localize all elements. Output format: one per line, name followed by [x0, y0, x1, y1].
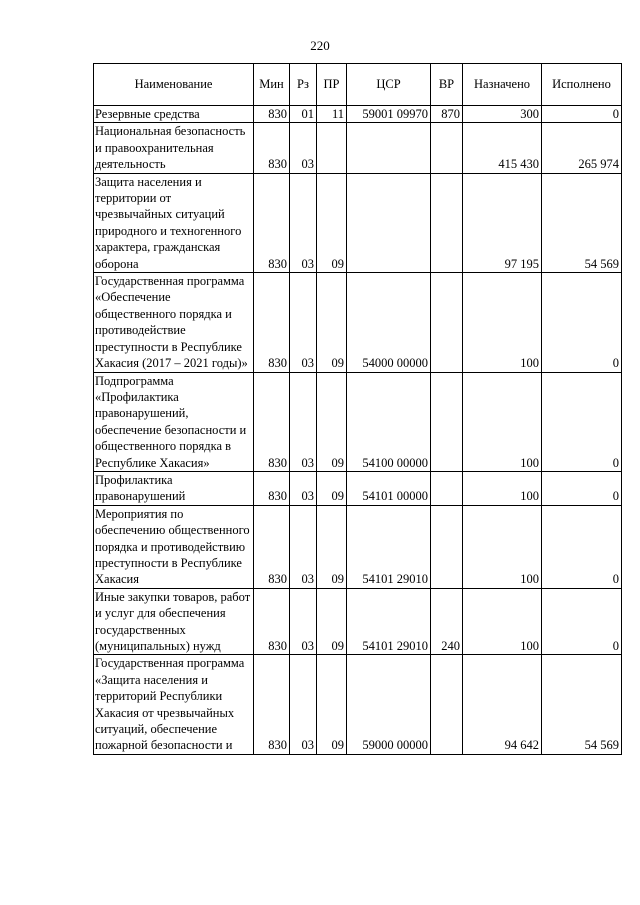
cell-name: Национальная безопасность и правоохранительная деятельность: [94, 123, 254, 173]
cell-vr: 240: [431, 588, 463, 655]
cell-rz: 03: [290, 372, 317, 471]
cell-name: Резервные средства: [94, 106, 254, 123]
cell-executed: 0: [542, 106, 622, 123]
cell-pr: 09: [317, 372, 347, 471]
cell-rz: 03: [290, 273, 317, 372]
cell-min: 830: [254, 372, 290, 471]
cell-executed: 54 569: [542, 655, 622, 754]
table-row: [94, 655, 622, 754]
cell-executed: 0: [542, 471, 622, 505]
cell-csr: 59001 09970: [347, 106, 431, 123]
page-number: 220: [310, 38, 330, 53]
cell-assigned: 415 430: [463, 123, 542, 173]
cell-pr: 09: [317, 588, 347, 655]
cell-vr: [431, 471, 463, 505]
table-header-row: [94, 64, 622, 106]
budget-table: [93, 63, 622, 755]
header-min: Мин: [254, 64, 290, 106]
cell-assigned: 94 642: [463, 655, 542, 754]
cell-rz: 01: [290, 106, 317, 123]
cell-executed: 0: [542, 372, 622, 471]
table-row: [94, 106, 622, 123]
header-assigned: Назначено: [463, 64, 542, 106]
cell-csr: 54101 29010: [347, 588, 431, 655]
cell-rz: 03: [290, 173, 317, 272]
cell-name: Подпрограмма «Профилактика правонарушений, обеспечение безопасности и общественного порядка в Республике Хакасия»: [94, 372, 254, 471]
cell-name: Иные закупки товаров, работ и услуг для обеспечения государственных (муниципальных) нужд: [94, 588, 254, 655]
cell-vr: [431, 173, 463, 272]
cell-assigned: 100: [463, 273, 542, 372]
cell-rz: 03: [290, 123, 317, 173]
cell-vr: [431, 372, 463, 471]
cell-executed: 265 974: [542, 123, 622, 173]
cell-executed: 0: [542, 273, 622, 372]
cell-name: Государственная программа «Обеспечение общественного порядка и противодействие преступности в Республике Хакасия (2017 – 2021 годы)»: [94, 273, 254, 372]
table-row: [94, 372, 622, 471]
cell-pr: 09: [317, 471, 347, 505]
cell-assigned: 97 195: [463, 173, 542, 272]
cell-csr: 54100 00000: [347, 372, 431, 471]
cell-assigned: 300: [463, 106, 542, 123]
cell-executed: 0: [542, 505, 622, 588]
cell-vr: [431, 655, 463, 754]
cell-pr: 09: [317, 273, 347, 372]
cell-name: Профилактика правонарушений: [94, 471, 254, 505]
cell-csr: 54101 00000: [347, 471, 431, 505]
cell-rz: 03: [290, 655, 317, 754]
cell-min: 830: [254, 655, 290, 754]
cell-csr: 54101 29010: [347, 505, 431, 588]
cell-vr: [431, 123, 463, 173]
cell-name: Мероприятия по обеспечению общественного порядка и противодействию преступности в Республике Хакасия: [94, 505, 254, 588]
cell-assigned: 100: [463, 588, 542, 655]
cell-min: 830: [254, 471, 290, 505]
cell-csr: 59000 00000: [347, 655, 431, 754]
cell-min: 830: [254, 123, 290, 173]
cell-min: 830: [254, 588, 290, 655]
header-name: Наименование: [94, 64, 254, 106]
header-pr: ПР: [317, 64, 347, 106]
cell-pr: 09: [317, 173, 347, 272]
cell-min: 830: [254, 173, 290, 272]
cell-min: 830: [254, 106, 290, 123]
cell-vr: [431, 505, 463, 588]
cell-min: 830: [254, 505, 290, 588]
table-row: [94, 505, 622, 588]
cell-assigned: 100: [463, 505, 542, 588]
cell-assigned: 100: [463, 471, 542, 505]
cell-name: Защита населения и территории от чрезвычайных ситуаций природного и техногенного характера, гражданская оборона: [94, 173, 254, 272]
header-csr: ЦСР: [347, 64, 431, 106]
cell-pr: 11: [317, 106, 347, 123]
header-executed: Исполнено: [542, 64, 622, 106]
table-row: [94, 471, 622, 505]
cell-executed: 54 569: [542, 173, 622, 272]
cell-executed: 0: [542, 588, 622, 655]
cell-assigned: 100: [463, 372, 542, 471]
table-row: [94, 273, 622, 372]
cell-min: 830: [254, 273, 290, 372]
cell-rz: 03: [290, 588, 317, 655]
cell-vr: [431, 273, 463, 372]
cell-pr: [317, 123, 347, 173]
cell-csr: 54000 00000: [347, 273, 431, 372]
table-row: [94, 588, 622, 655]
cell-pr: 09: [317, 655, 347, 754]
cell-csr: [347, 173, 431, 272]
cell-name: Государственная программа «Защита населения и территорий Республики Хакасия от чрезвычайных ситуаций, обеспечение пожарной безопасности и: [94, 655, 254, 754]
table-body: [94, 106, 622, 755]
header-rz: Рз: [290, 64, 317, 106]
cell-rz: 03: [290, 471, 317, 505]
cell-pr: 09: [317, 505, 347, 588]
cell-csr: [347, 123, 431, 173]
cell-rz: 03: [290, 505, 317, 588]
header-vr: ВР: [431, 64, 463, 106]
table-row: [94, 123, 622, 173]
table-row: [94, 173, 622, 272]
cell-vr: 870: [431, 106, 463, 123]
